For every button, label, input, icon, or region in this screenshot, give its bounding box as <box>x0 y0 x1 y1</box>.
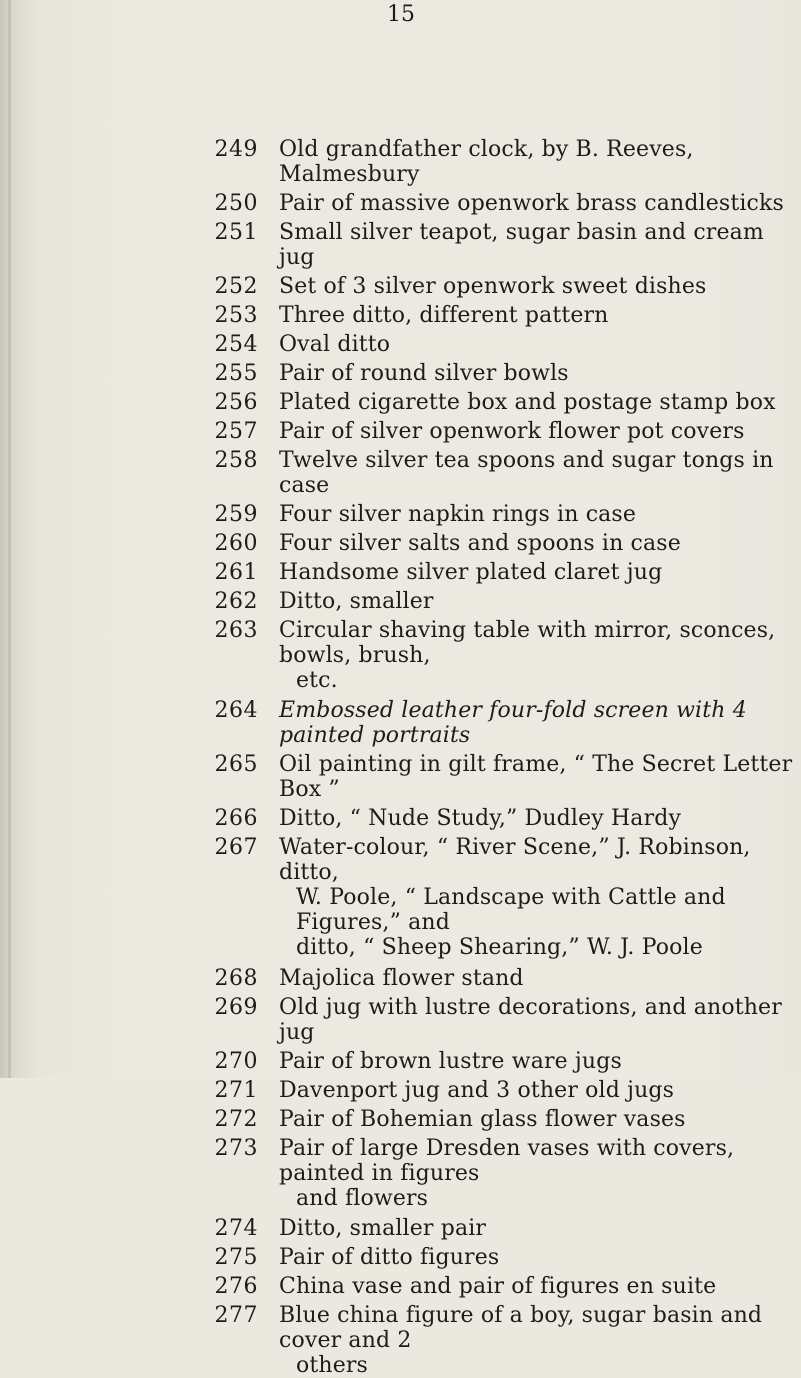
lot-number: 269 <box>214 995 258 1020</box>
page-number: 15 <box>387 2 415 27</box>
lot-number: 260 <box>214 531 258 556</box>
lot-number: 261 <box>214 560 258 585</box>
lot-description-continuation: others <box>296 1353 368 1378</box>
lot-description-line: Circular shaving table with mirror, sconces, bowls, brush, <box>279 618 776 668</box>
lot-description: Old jug with lustre decorations, and another jug <box>279 995 782 1045</box>
lot-description: Four silver napkin rings in case <box>279 502 637 527</box>
lot-number: 272 <box>214 1107 258 1132</box>
lot-number: 265 <box>214 752 258 777</box>
lot-number: 255 <box>214 361 258 386</box>
lot-number: 271 <box>214 1078 258 1103</box>
lot-entry <box>0 448 801 498</box>
lot-entry <box>0 995 801 1045</box>
lot-entry <box>0 390 801 415</box>
lot-number: 268 <box>214 966 258 991</box>
lot-description <box>279 835 793 960</box>
lot-entry <box>0 835 801 960</box>
lot-number: 264 <box>214 698 258 723</box>
lot-entry <box>0 1303 801 1378</box>
lot-description: Pair of silver openwork flower pot covers <box>279 419 745 444</box>
lot-description: Handsome silver plated claret jug <box>279 560 663 585</box>
lot-description-continuation: ditto, “ Sheep Shearing,” W. J. Poole <box>296 935 703 960</box>
lot-description: Ditto, smaller <box>279 589 434 614</box>
lot-entry <box>0 752 801 802</box>
lot-description: China vase and pair of figures en suite <box>279 1274 717 1299</box>
lot-entry <box>0 698 801 748</box>
lot-description <box>279 1136 793 1211</box>
lot-number: 256 <box>214 390 258 415</box>
lot-description: Three ditto, different pattern <box>279 303 609 328</box>
lot-description: Davenport jug and 3 other old jugs <box>279 1078 675 1103</box>
lot-number: 257 <box>214 419 258 444</box>
lot-description: Plated cigarette box and postage stamp box <box>279 390 776 415</box>
lot-entry <box>0 220 801 270</box>
lot-list <box>0 137 801 1378</box>
lot-description-line: Pair of large Dresden vases with covers, painted in figures <box>279 1136 735 1186</box>
lot-description: Four silver salts and spoons in case <box>279 531 681 556</box>
lot-entry <box>0 303 801 328</box>
lot-number: 259 <box>214 502 258 527</box>
lot-entry <box>0 806 801 831</box>
lot-description-continuation: and flowers <box>296 1186 429 1211</box>
lot-entry <box>0 419 801 444</box>
lot-description: Oval ditto <box>279 332 391 357</box>
lot-description: Old grandfather clock, by B. Reeves, Malmesbury <box>279 137 694 187</box>
lot-entry <box>0 1078 801 1103</box>
lot-description: Pair of ditto figures <box>279 1245 500 1270</box>
lot-description: Pair of brown lustre ware jugs <box>279 1049 622 1074</box>
lot-entry <box>0 1049 801 1074</box>
lot-entry <box>0 274 801 299</box>
lot-entry <box>0 560 801 585</box>
lot-number: 258 <box>214 448 258 473</box>
lot-description-continuation: etc. <box>296 668 338 693</box>
lot-entry <box>0 531 801 556</box>
lot-entry <box>0 1136 801 1211</box>
lot-description-line: Blue china figure of a boy, sugar basin and cover and 2 <box>279 1303 763 1353</box>
lot-number: 263 <box>214 618 258 643</box>
lot-entry <box>0 618 801 693</box>
lot-number: 274 <box>214 1216 258 1241</box>
lot-number: 267 <box>214 835 258 860</box>
lot-description-line: Water-colour, “ River Scene,” J. Robinson, ditto, <box>279 835 751 885</box>
lot-number: 249 <box>214 137 258 162</box>
lot-description: Ditto, “ Nude Study,” Dudley Hardy <box>279 806 682 831</box>
lot-description: Pair of round silver bowls <box>279 361 569 386</box>
lot-number: 273 <box>214 1136 258 1161</box>
lot-number: 251 <box>214 220 258 245</box>
lot-entry <box>0 1274 801 1299</box>
lot-entry <box>0 332 801 357</box>
lot-number: 253 <box>214 303 258 328</box>
lot-entry <box>0 589 801 614</box>
lot-number: 270 <box>214 1049 258 1074</box>
lot-description: Twelve silver tea spoons and sugar tongs in case <box>279 448 774 498</box>
lot-description: Small silver teapot, sugar basin and cream jug <box>279 220 764 270</box>
lot-entry <box>0 361 801 386</box>
lot-description: Pair of massive openwork brass candlesticks <box>279 191 784 216</box>
lot-description: Pair of Bohemian glass flower vases <box>279 1107 686 1132</box>
lot-entry <box>0 502 801 527</box>
lot-description: Majolica flower stand <box>279 966 524 991</box>
lot-description: Set of 3 silver openwork sweet dishes <box>279 274 707 299</box>
lot-entry <box>0 1107 801 1132</box>
lot-number: 262 <box>214 589 258 614</box>
lot-number: 250 <box>214 191 258 216</box>
lot-description: Embossed leather four-fold screen with 4 painted portraits <box>279 698 747 748</box>
lot-description: Oil painting in gilt frame, “ The Secret Letter Box ” <box>279 752 793 802</box>
lot-description-continuation: W. Poole, “ Landscape with Cattle and Figures,” and <box>296 885 726 935</box>
lot-number: 254 <box>214 332 258 357</box>
lot-number: 276 <box>214 1274 258 1299</box>
lot-number: 275 <box>214 1245 258 1270</box>
lot-number: 252 <box>214 274 258 299</box>
lot-entry <box>0 966 801 991</box>
lot-description <box>279 618 793 693</box>
lot-number: 266 <box>214 806 258 831</box>
lot-entry <box>0 1216 801 1241</box>
lot-number: 277 <box>214 1303 258 1328</box>
lot-description <box>279 1303 793 1378</box>
lot-entry <box>0 1245 801 1270</box>
lot-description: Ditto, smaller pair <box>279 1216 487 1241</box>
lot-entry <box>0 191 801 216</box>
lot-entry <box>0 137 801 187</box>
